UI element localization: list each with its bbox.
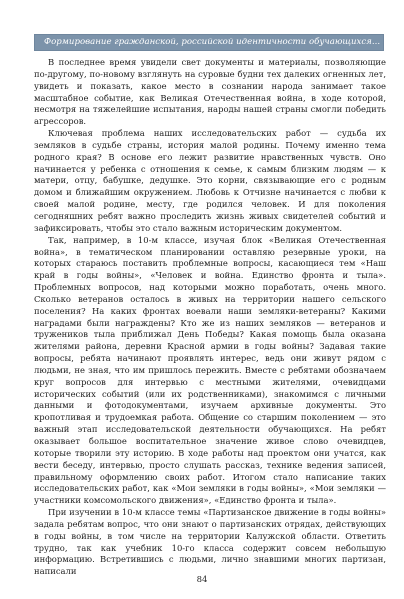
page-number: 84 [196,575,208,585]
paragraph: В последнее время увидели свет документы и материалы, позволяющие по-другому, по-новому взглянуть на суровые будни тех далеких огненных лет, увидеть и показать, какое место в сознании народа занимает такое масштабное событие, как Великая Отечественная война, в ходе которой, несмотря на тяжелейшие испытания, народы нашей страны смогли победить агрессоров. [34,57,386,127]
running-header-title: Формирование гражданской, российской идентичности обучающихся... [44,37,381,47]
paragraph: При изучении в 10-м классе темы «Партизанское движение в годы войны» задала ребятам вопрос, что они знают о партизанских отрядах, действующих в годы войны, в том числе на территории Калужской области. Ответить трудно, так как учебник 10-го класса содержит совсем небольшую информацию. Встретившись с людьми, лично знавшими многих партизан, написали [34,507,386,577]
paragraph: Так, например, в 10-м классе, изучая блок «Великая Отечественная война», в тематическом планировании оставляю резервные уроки, на которых стараюсь поставить проблемные вопросы, касающиеся тем «Наш край в годы войны», «Человек и война. Единство фронта и тыла». Проблемных вопросов, над которыми можно поработать, очень много. Сколько ветеранов осталось в живых на территории нашего сельского поселения? На каких фронтах воевали наши земляки-ветераны? Какими наградами были награждены? Кто же из наших земляков — ветеранов и тружеников тыла приближал День Победы? Какая помощь была оказана жителями района, деревни Красной армии в годы войны? Задавая такие вопросы, ребята начинают проявлять интерес, ведь они живут рядом с людьми, не зная, что им пришлось пережить. Вместе с ребятами обозначаем круг вопросов для интервью с местными жителями, очевидцами исторических событий (или их родственниками), знакомимся с личными данными и фотодокументами, изучаем архивные документы. Это кропотливая и трудоемкая работа. Общение со старшим поколением — это важный этап исследовательской деятельности обучающихся. На ребят оказывает большое воспитательное значение живое слово очевидцев, которые творили эту историю. В ходе работы над проектом они учатся, как вести беседу, интервью, просто слушать рассказ, технике ведения записей, правильному оформлению своих работ. Итогом стало написание таких исследовательских работ, как «Мои земляки в годы войны», «Мои земляки — участники комсомольского движения», «Единство фронта и тыла». [34,234,386,506]
paragraph: Ключевая проблема наших исследовательских работ — судьба их земляков в судьбе страны, история малой родины. Почему именно тема родного края? В основе его лежит развитие нравственных чувств. Оно начинается у ребенка с отношения к семье, к самым близким людям — к матери, отцу, бабушке, дедушке. Это корни, связывающие его с родным домом и ближайшим окружением. Любовь к Отчизне начинается с любви к своей малой родине, месту, где родился человек. И для поколения сегодняшних ребят важно проследить жизнь живых свидетелей событий и зафиксировать, чтобы это стало важным историческим документом. [34,128,386,233]
article-body [34,57,386,577]
running-header [34,34,384,51]
